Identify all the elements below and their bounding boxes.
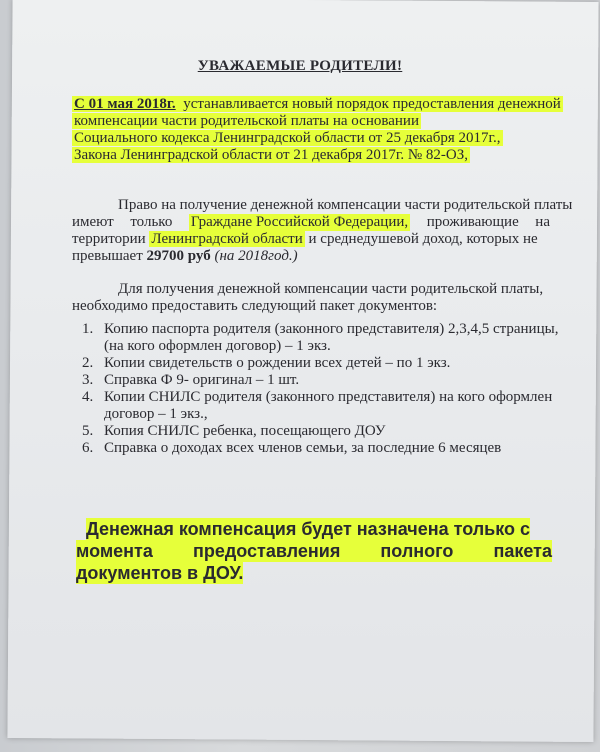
list-item-text: договор – 1 экз., bbox=[104, 406, 208, 422]
intro-paragraph bbox=[72, 96, 561, 164]
intro-line-4: Закона Ленинградской области от 21 декабря 2017г. № 82-ОЗ, bbox=[74, 147, 468, 163]
list-item-text: Копия СНИЛС ребенка, посещающего ДОУ bbox=[104, 423, 386, 439]
final-line-1-text: Денежная компенсация будет назначена только с bbox=[86, 519, 531, 539]
list-item bbox=[82, 372, 552, 389]
docs-intro-paragraph bbox=[72, 281, 550, 315]
list-item-text: Справка Ф 9- оригинал – 1 шт. bbox=[104, 372, 300, 388]
intro-line-2: компенсации части родительской платы на основании bbox=[74, 113, 419, 129]
intro-line-1 bbox=[72, 96, 563, 112]
list-item-number: 4. bbox=[82, 389, 94, 405]
final-word: пакета bbox=[493, 541, 552, 561]
list-item-text: Справка о доходах всех членов семьи, за последние 6 месяцев bbox=[104, 440, 502, 456]
rights-amount: 29700 руб bbox=[146, 248, 211, 264]
list-item bbox=[82, 389, 552, 423]
rights-word-territory: территории bbox=[72, 231, 146, 247]
rights-region-highlight: Ленинградской области bbox=[151, 231, 303, 247]
list-item bbox=[82, 440, 552, 457]
rights-word-exceeds: превышает bbox=[72, 248, 143, 264]
rights-word-residing: проживающие bbox=[426, 214, 519, 230]
rights-line-4 bbox=[72, 248, 550, 265]
rights-income-text: и среднедушевой доход, которых не bbox=[308, 231, 538, 247]
final-word: момента bbox=[76, 541, 153, 561]
intro-date: С 01 мая 2018г. bbox=[74, 96, 176, 112]
rights-word-only: только bbox=[130, 214, 173, 230]
docs-intro-line-1: Для получения денежной компенсации части родительской платы, bbox=[118, 281, 544, 297]
list-item-number: 5. bbox=[82, 423, 94, 439]
rights-word-on: на bbox=[535, 214, 550, 230]
intro-line-1-text: устанавливается новый порядок предоставления денежной bbox=[183, 96, 561, 112]
list-item-text: Копии свидетельств о рождении всех детей – по 1 экз. bbox=[104, 355, 451, 371]
list-item-text: Копии СНИЛС родителя (законного представителя) на кого оформлен bbox=[104, 389, 553, 405]
list-item-number: 3. bbox=[82, 372, 94, 388]
list-item bbox=[82, 321, 559, 355]
rights-year-note: (на 2018год.) bbox=[214, 248, 298, 264]
list-item bbox=[82, 423, 552, 440]
docs-intro-line-2: необходимо предоставить следующий пакет документов: bbox=[72, 298, 438, 314]
documents-list bbox=[82, 321, 559, 457]
list-item-text: (на кого оформлен договор) – 1 экз. bbox=[104, 338, 331, 354]
rights-word-have: имеют bbox=[72, 214, 114, 230]
rights-line-2 bbox=[72, 214, 550, 231]
final-line-3-text: документов в ДОУ. bbox=[76, 563, 244, 583]
rights-citizens-highlight: Граждане Российской Федерации, bbox=[190, 214, 409, 230]
list-item-number: 6. bbox=[82, 440, 94, 456]
list-item-number: 1. bbox=[82, 321, 94, 337]
list-item-text: Копию паспорта родителя (законного представителя) 2,3,4,5 страницы, bbox=[104, 321, 559, 337]
final-word: предоставления bbox=[192, 541, 341, 561]
final-line-2 bbox=[76, 540, 552, 562]
list-item-number: 2. bbox=[82, 355, 94, 371]
rights-line-1: Право на получение денежной компенсации части родительской платы bbox=[118, 197, 573, 213]
final-line-3 bbox=[76, 562, 552, 584]
final-line-1 bbox=[76, 518, 552, 540]
rights-paragraph bbox=[72, 197, 573, 265]
list-item bbox=[82, 355, 552, 372]
final-notice bbox=[76, 518, 552, 584]
final-word: полного bbox=[380, 541, 454, 561]
rights-line-3 bbox=[72, 231, 550, 248]
intro-line-3: Социального кодекса Ленинградской области от 25 декабря 2017г., bbox=[74, 130, 501, 146]
page-title: УВАЖАЕМЫЕ РОДИТЕЛИ! bbox=[197, 58, 403, 74]
